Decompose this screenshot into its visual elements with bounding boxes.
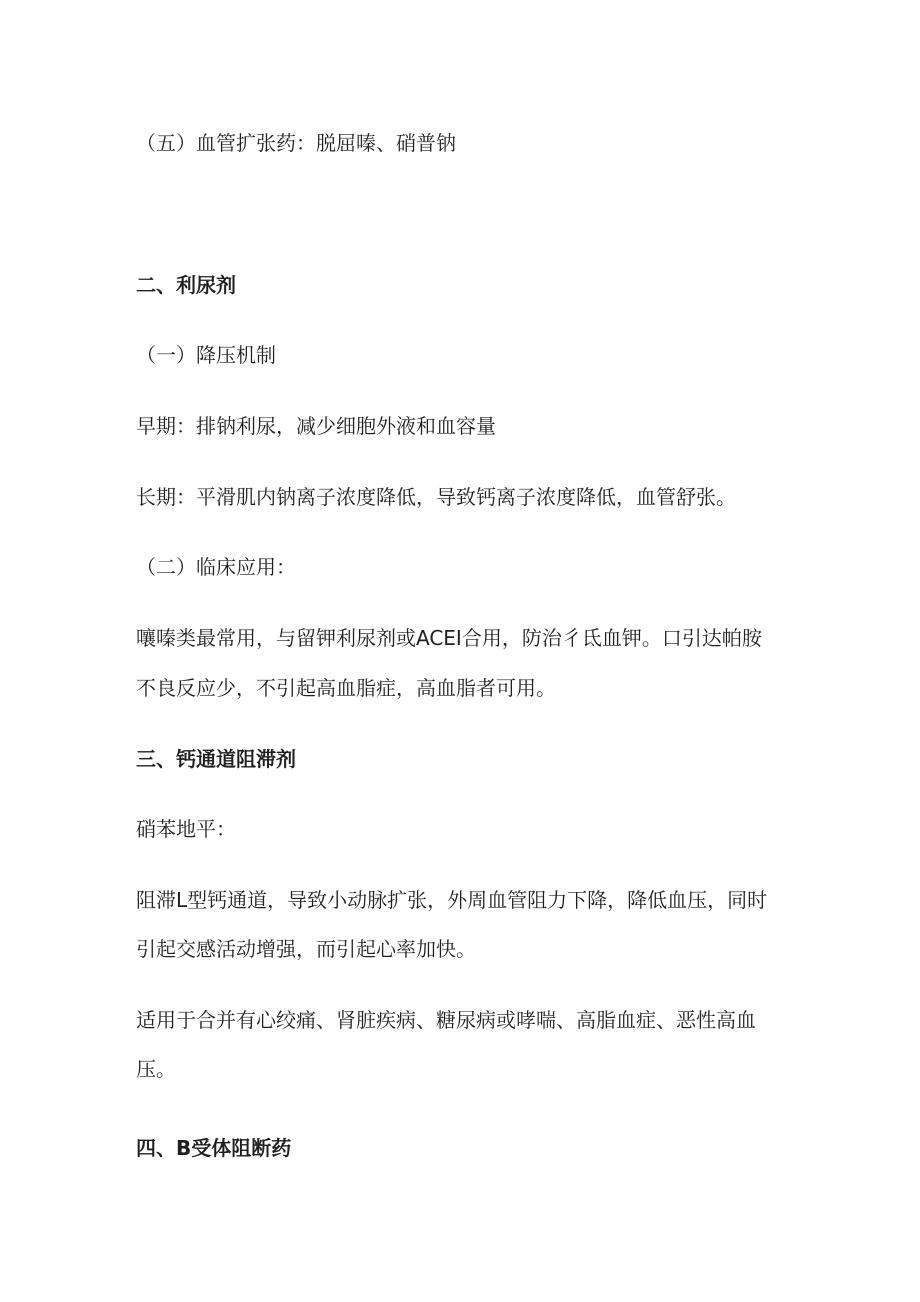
nifedipine-mechanism-line-1: 阻滞L型钙通道，导致小动脉扩张，外周血管阻力下降，降低血压，同时	[136, 888, 768, 912]
nifedipine-label: 硝苯地平：	[136, 817, 236, 841]
nifedipine-indications-line-2: 压。	[136, 1057, 176, 1081]
calcium-channel-blocker-heading: 三、钙通道阻滞剂	[136, 747, 296, 771]
section-five-vasodilator-line: （五）血管扩张药：脱屈嗪、硝普钠	[136, 131, 456, 155]
long-term-text: 长期：平滑肌内钠离子浓度降低，导致钙离子浓度降低，血管舒张。	[136, 485, 736, 509]
thiazide-usage-line-1: 嚷嗪类最常用，与留钾利尿剂或ACEI合用，防治彳氐血钾。口引达帕胺	[136, 626, 762, 650]
clinical-use-subheading: （二）临床应用：	[136, 555, 296, 579]
nifedipine-indications-line-1: 适用于合并有心绞痛、肾脏疾病、糖尿病或哮喘、高脂血症、恶性高血	[136, 1008, 756, 1032]
early-phase-text: 早期：排钠利尿，减少细胞外液和血容量	[136, 414, 496, 438]
thiazide-usage-line-2: 不良反应少，不引起高血脂症，高血脂者可用。	[136, 676, 556, 700]
mechanism-subheading: （一）降压机制	[136, 343, 276, 367]
diuretics-heading: 二、利尿剂	[136, 273, 236, 297]
beta-blocker-heading: 四、B受体阻断药	[136, 1136, 292, 1160]
nifedipine-mechanism-line-2: 引起交感活动增强，而引起心率加快。	[136, 937, 476, 961]
